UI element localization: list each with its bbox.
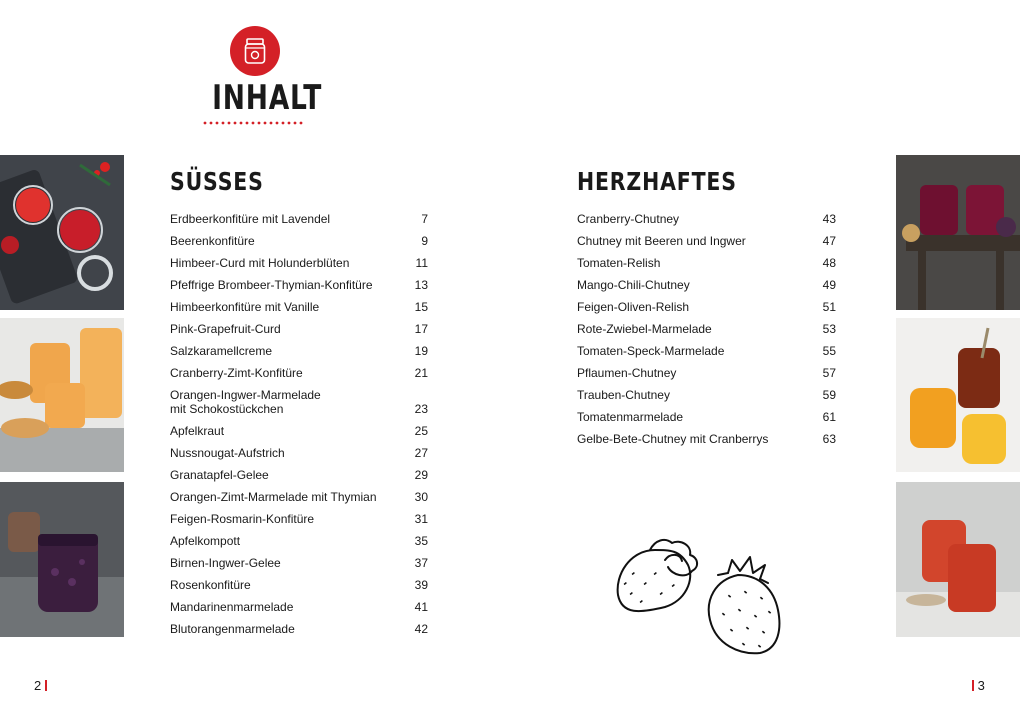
photo-curd-jars: [0, 318, 124, 472]
toc-item[interactable]: Tomatenmarmelade 61: [577, 410, 836, 424]
photo-blueberry-jar: [0, 482, 124, 637]
page-marker-bar: [972, 680, 974, 691]
photo-tomato-jam: [896, 482, 1020, 637]
toc-item[interactable]: Birnen-Ingwer-Gelee 37: [170, 556, 428, 570]
toc-item[interactable]: Gelbe-Bete-Chutney mit Cranberrys 63: [577, 432, 836, 446]
toc-item[interactable]: Rote-Zwiebel-Marmelade 53: [577, 322, 836, 336]
toc-item[interactable]: Cranberry-Chutney 43: [577, 212, 836, 226]
toc-item[interactable]: Cranberry-Zimt-Konfitüre 21: [170, 366, 428, 380]
toc-item[interactable]: Himbeer-Curd mit Holunderblüten 11: [170, 256, 428, 270]
toc-item[interactable]: Rosenkonfitüre 39: [170, 578, 428, 592]
toc-item[interactable]: Pfeffrige Brombeer-Thymian-Konfitüre 13: [170, 278, 428, 292]
toc-item[interactable]: Apfelkraut 25: [170, 424, 428, 438]
page-number-right: 3: [972, 678, 985, 693]
toc-item[interactable]: Feigen-Oliven-Relish 51: [577, 300, 836, 314]
jar-icon: [243, 37, 267, 65]
toc-item[interactable]: Pflaumen-Chutney 57: [577, 366, 836, 380]
toc-list-herzhaftes: [577, 212, 836, 454]
page-title: INHALT: [212, 78, 323, 118]
toc-item[interactable]: Blutorangenmarmelade 42: [170, 622, 428, 636]
toc-item[interactable]: Mandarinenmarmelade 41: [170, 600, 428, 614]
toc-item[interactable]: Trauben-Chutney 59: [577, 388, 836, 402]
toc-item[interactable]: Mango-Chili-Chutney 49: [577, 278, 836, 292]
photo-mango-chutney: [896, 318, 1020, 472]
toc-item[interactable]: Chutney mit Beeren und Ingwer 47: [577, 234, 836, 248]
photo-jam-jars-top: [0, 155, 124, 310]
toc-item[interactable]: Orangen-Ingwer-Marmelade mit Schokostückchen 23: [170, 388, 428, 416]
dotted-divider: [203, 120, 307, 126]
toc-item[interactable]: Himbeerkonfitüre mit Vanille 15: [170, 300, 428, 314]
section-title-herzhaftes: HERZHAFTES: [577, 167, 737, 196]
page-marker-bar: [45, 680, 47, 691]
toc-item[interactable]: Tomaten-Relish 48: [577, 256, 836, 270]
toc-item[interactable]: Salzkaramellcreme 19: [170, 344, 428, 358]
section-title-suesses: SÜSSES: [170, 167, 264, 196]
toc-item[interactable]: Erdbeerkonfitüre mit Lavendel 7: [170, 212, 428, 226]
jar-badge: [230, 26, 280, 76]
page-number-left: 2: [34, 678, 47, 693]
toc-item[interactable]: Pink-Grapefruit-Curd 17: [170, 322, 428, 336]
photo-beet-chutney: [896, 155, 1020, 310]
toc-item[interactable]: Nussnougat-Aufstrich 27: [170, 446, 428, 460]
toc-list-suesses: [170, 212, 428, 644]
toc-item[interactable]: Granatapfel-Gelee 29: [170, 468, 428, 482]
toc-item[interactable]: Feigen-Rosmarin-Konfitüre 31: [170, 512, 428, 526]
toc-item[interactable]: Beerenkonfitüre 9: [170, 234, 428, 248]
toc-item[interactable]: Tomaten-Speck-Marmelade 55: [577, 344, 836, 358]
strawberry-illustration: [610, 535, 790, 660]
toc-item[interactable]: Apfelkompott 35: [170, 534, 428, 548]
toc-item[interactable]: Orangen-Zimt-Marmelade mit Thymian 30: [170, 490, 428, 504]
